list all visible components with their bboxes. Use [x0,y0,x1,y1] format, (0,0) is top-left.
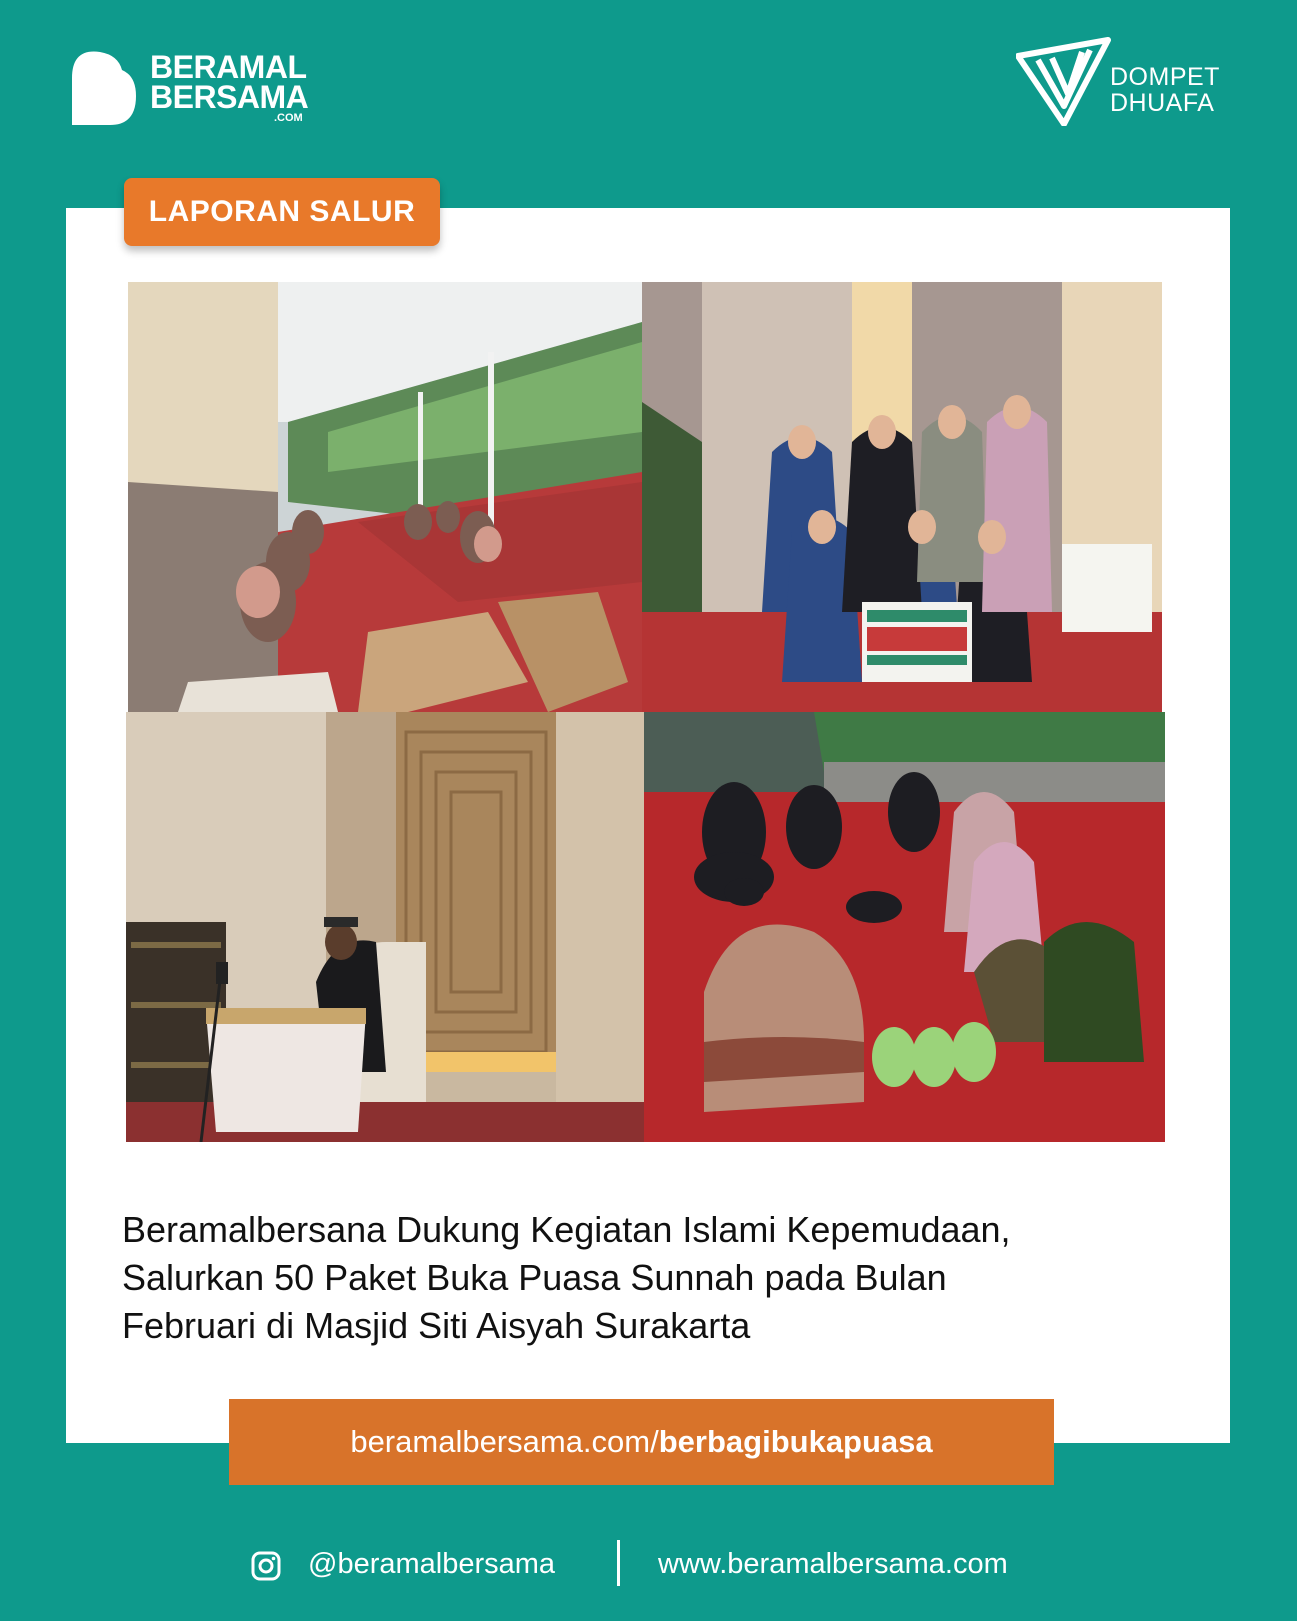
instagram-icon [250,1550,282,1582]
report-headline [122,1206,1182,1350]
laporan-salur-badge: LAPORAN SALUR [124,178,440,246]
headline-line-1: Beramalbersana Dukung Kegiatan Islami Kepemudaan, [122,1209,1011,1250]
photo-eating-together [644,712,1165,1142]
photo-iftar-corridor [128,282,642,712]
campaign-url-path: berbagibukapuasa [658,1424,933,1459]
heart-cloud-icon [66,48,136,125]
footer-divider [617,1540,620,1586]
footer [0,1536,1297,1596]
instagram-handle[interactable]: @beramalbersama [308,1548,556,1580]
logo-suffix: .COM [274,112,303,124]
beramal-bersama-logo [66,48,326,128]
logo-wordmark: BERAMAL BERSAMA [150,49,309,115]
photo-speaker-lecture [126,712,644,1142]
headline-line-3: Februari di Masjid Siti Aisyah Surakarta [122,1305,751,1346]
headline-line-2: Salurkan 50 Paket Buka Puasa Sunnah pada Bulan [122,1257,947,1298]
photo-group-with-banner [642,282,1162,712]
website-link[interactable]: www.beramalbersama.com [658,1548,1008,1580]
campaign-url-prefix: beramalbersama.com/ [350,1424,659,1459]
dompet-dhuafa-logo-icon [1016,36,1116,126]
dompet-dhuafa-logo [1016,36,1246,128]
campaign-url-bar[interactable] [229,1399,1054,1485]
dompet-dhuafa-wordmark: DOMPET DHUAFA [1110,63,1220,117]
